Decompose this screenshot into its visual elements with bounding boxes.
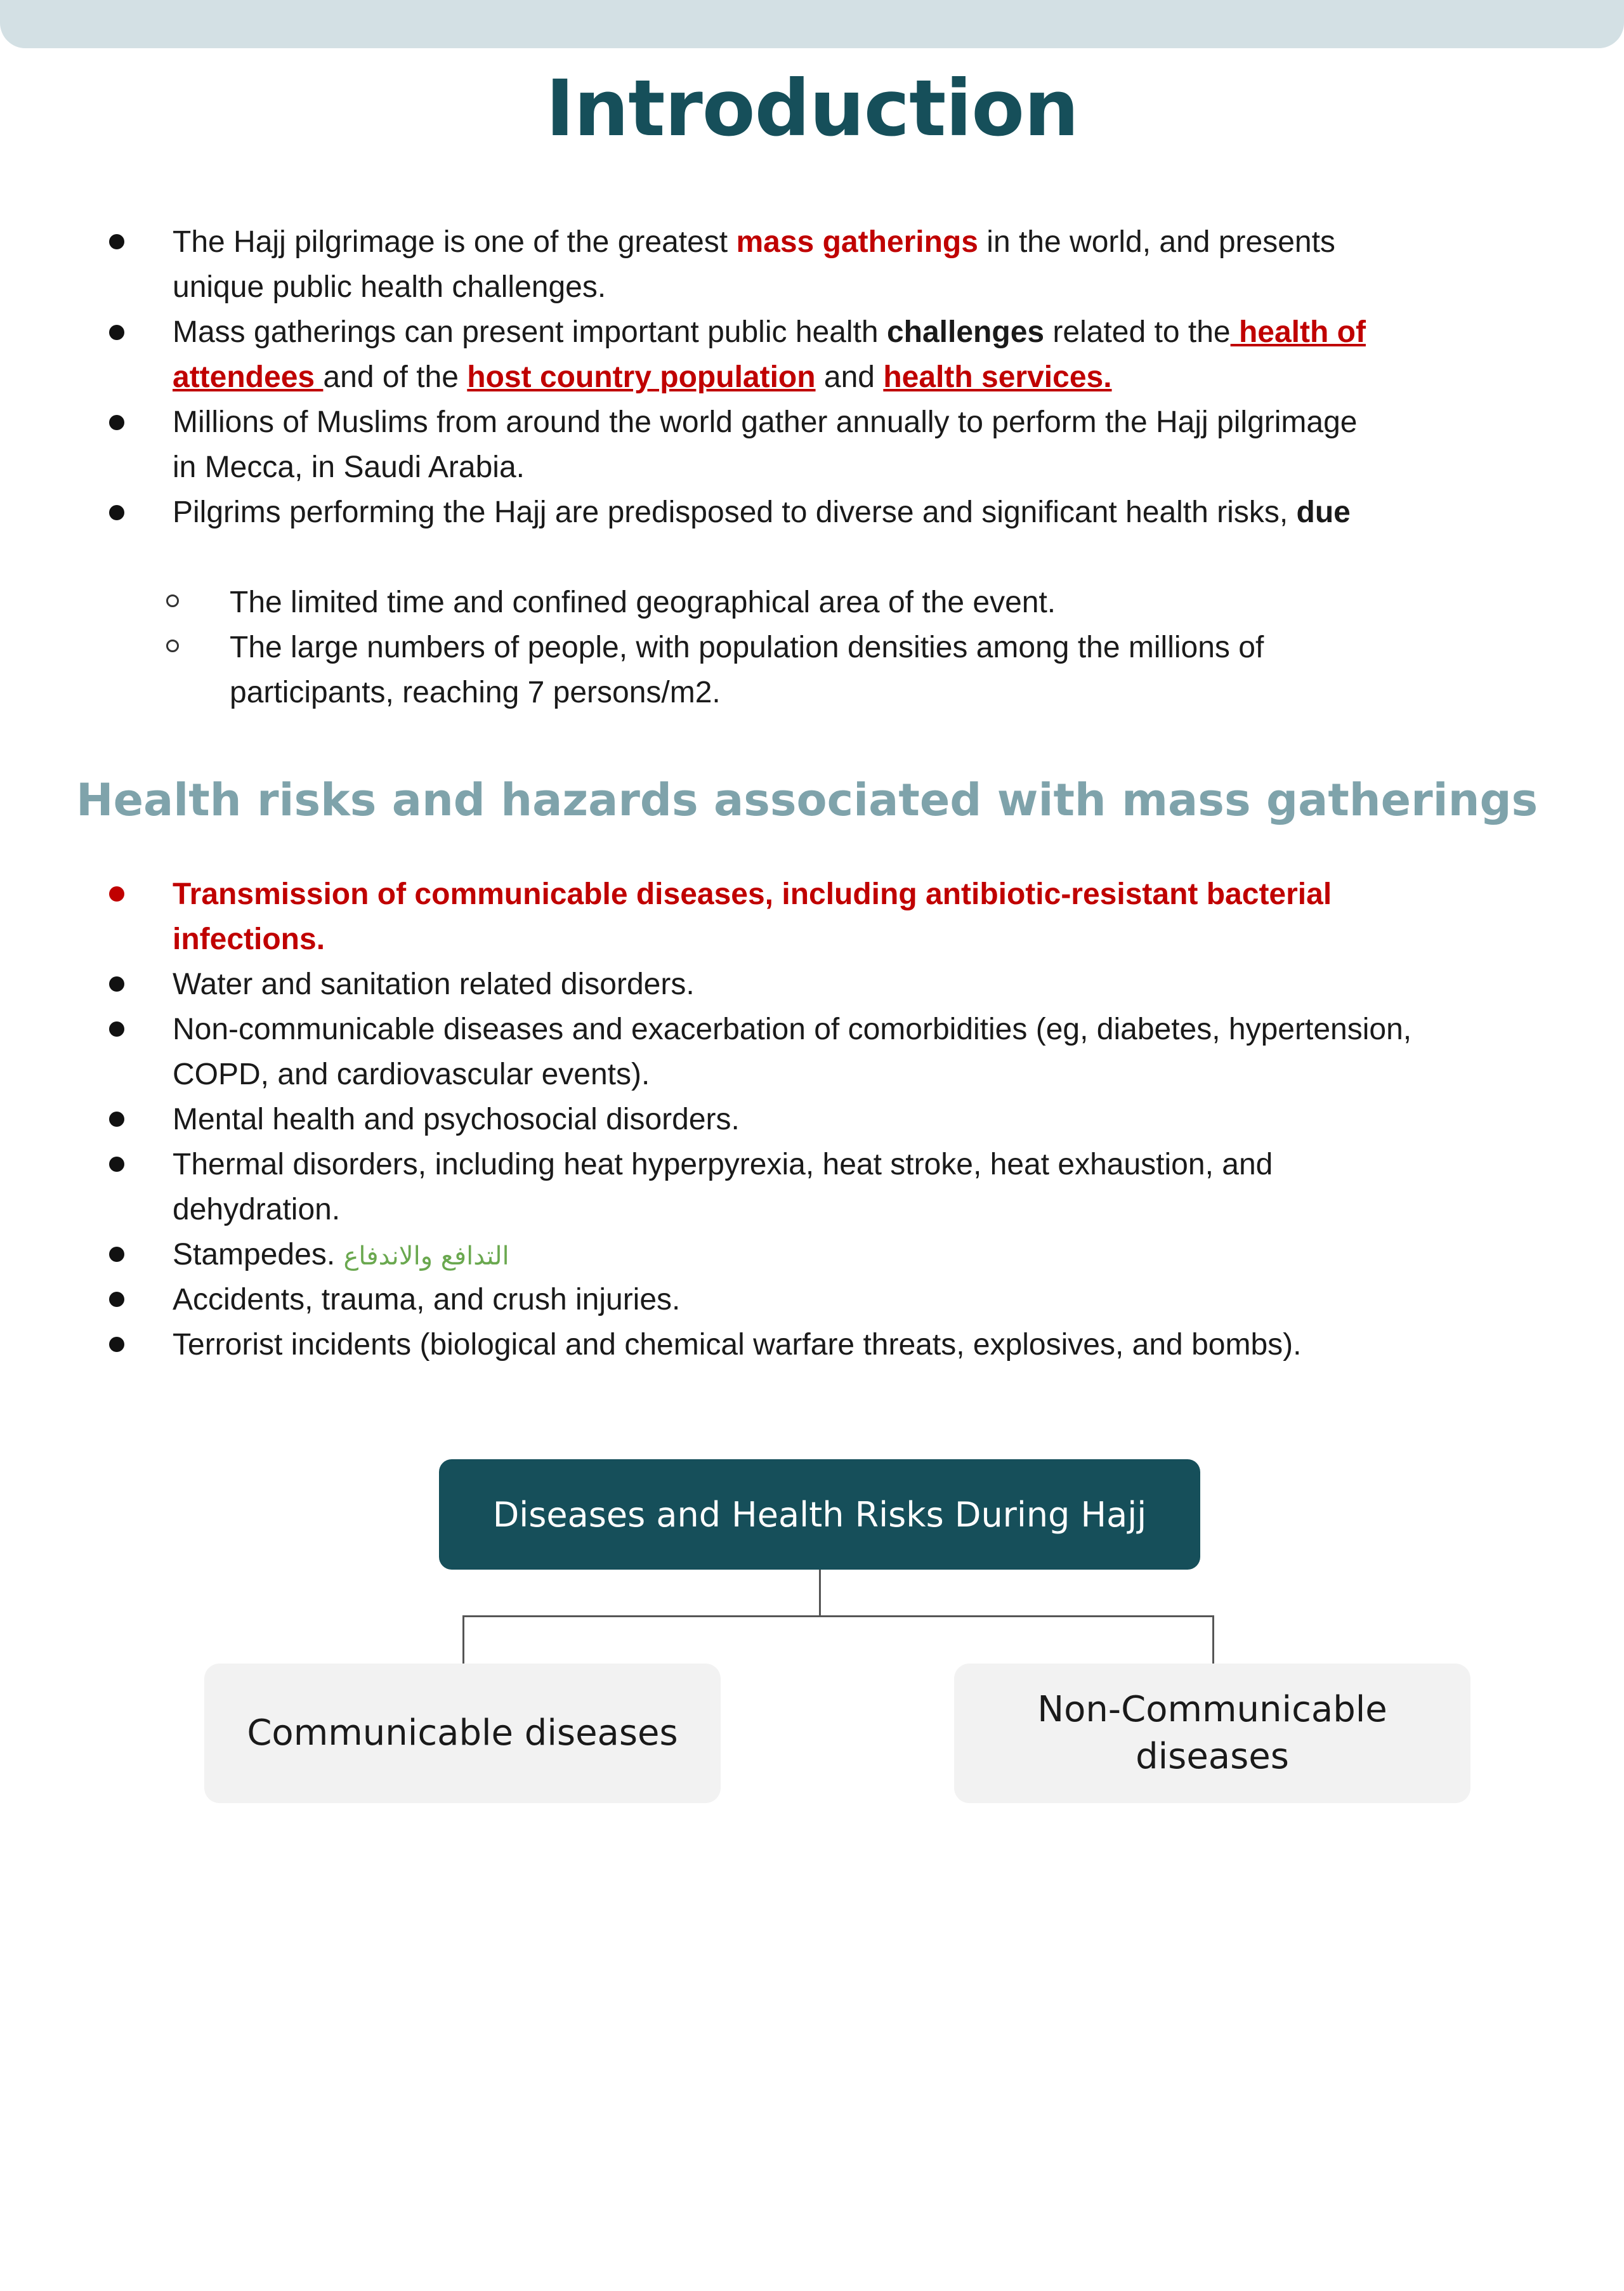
risk-item-line (173, 1232, 509, 1277)
bullet-dot (109, 1292, 124, 1307)
diagram-connector (462, 1615, 464, 1664)
risk-item-line: dehydration. (173, 1193, 341, 1226)
risk-item-line: Water and sanitation related disorders. (173, 968, 695, 1001)
emphasis-health-services: health services. (883, 360, 1112, 394)
bullet-dot (109, 1021, 124, 1037)
intro-bullet-line (173, 490, 1351, 535)
text-run: and of the (323, 360, 468, 394)
emphasis-due-to: due (1296, 496, 1351, 529)
risk-item-line: Transmission of communicable diseases, including antibiotic-resistant bacterial (173, 877, 1332, 911)
intro-bullet-line: in Mecca, in Saudi Arabia. (173, 450, 525, 484)
sub-bullet-ring (166, 594, 179, 607)
sub-bullet-line: participants, reaching 7 persons/m2. (230, 676, 721, 709)
risk-item-line: Mental health and psychosocial disorders. (173, 1103, 740, 1136)
diagram-connector (819, 1570, 821, 1616)
text-run: Pilgrims performing the Hajj are predisposed to diverse and significant health risks, (173, 496, 1297, 529)
intro-bullet-line: Millions of Muslims from around the world gather annually to perform the Hajj pilgrimage (173, 405, 1358, 439)
emphasis-mass-gatherings: mass gatherings (736, 225, 978, 259)
emphasis-host-country-population: host country population (467, 360, 816, 394)
top-banner (0, 0, 1624, 48)
section-heading: Health risks and hazards associated with mass gatherings (76, 774, 1538, 826)
emphasis-health-of-attendees: attendees (173, 360, 324, 394)
text-run: The Hajj pilgrimage is one of the greatest (173, 225, 737, 259)
emphasis-challenges: challenges (886, 315, 1045, 349)
diagram-connector (1212, 1615, 1214, 1664)
risk-item-line: Thermal disorders, including heat hyperpyrexia, heat stroke, heat exhaustion, and (173, 1148, 1273, 1181)
bullet-dot (109, 325, 124, 340)
bullet-dot (109, 1112, 124, 1127)
bullet-dot (109, 505, 124, 520)
risk-item-line: COPD, and cardiovascular events). (173, 1058, 650, 1091)
bullet-dot (109, 886, 124, 902)
emphasis-health-of-attendees: health of (1230, 315, 1366, 349)
diagram-node-non-communicable: Non-Communicable diseases (954, 1664, 1470, 1803)
page-title: Introduction (546, 63, 1078, 154)
bullet-dot (109, 1157, 124, 1172)
bullet-dot (109, 234, 124, 249)
intro-bullet-line (173, 220, 1335, 265)
sub-bullet-ring (166, 640, 179, 652)
bullet-dot (109, 976, 124, 992)
bullet-dot (109, 1337, 124, 1352)
diagram-node-communicable: Communicable diseases (204, 1664, 721, 1803)
risk-item-line: Non-communicable diseases and exacerbation of comorbidities (eg, diabetes, hypertension, (173, 1013, 1412, 1046)
risk-item-line: infections. (173, 922, 325, 956)
text-run: Stampedes. (173, 1238, 344, 1271)
bullet-dot (109, 1247, 124, 1262)
text-run: in the world, and presents (978, 225, 1335, 259)
text-run: and (815, 360, 884, 394)
text-run: Mass gatherings can present important public health (173, 315, 887, 349)
intro-bullet-line (173, 355, 1112, 400)
arabic-note: التدافع والاندفاع (343, 1242, 509, 1271)
sub-bullet-line: The large numbers of people, with population densities among the millions of (230, 631, 1264, 664)
text-run: related to the (1044, 315, 1231, 349)
risk-item-line: Terrorist incidents (biological and chemical warfare threats, explosives, and bombs). (173, 1328, 1302, 1362)
intro-bullet-line: unique public health challenges. (173, 270, 606, 304)
bullet-dot (109, 415, 124, 430)
diagram-connector (462, 1615, 1214, 1617)
diagram-root-node: Diseases and Health Risks During Hajj (439, 1459, 1200, 1570)
risk-item-line: Accidents, trauma, and crush injuries. (173, 1283, 681, 1316)
sub-bullet-line: The limited time and confined geographical area of the event. (230, 586, 1056, 619)
intro-bullet-line (173, 310, 1366, 355)
